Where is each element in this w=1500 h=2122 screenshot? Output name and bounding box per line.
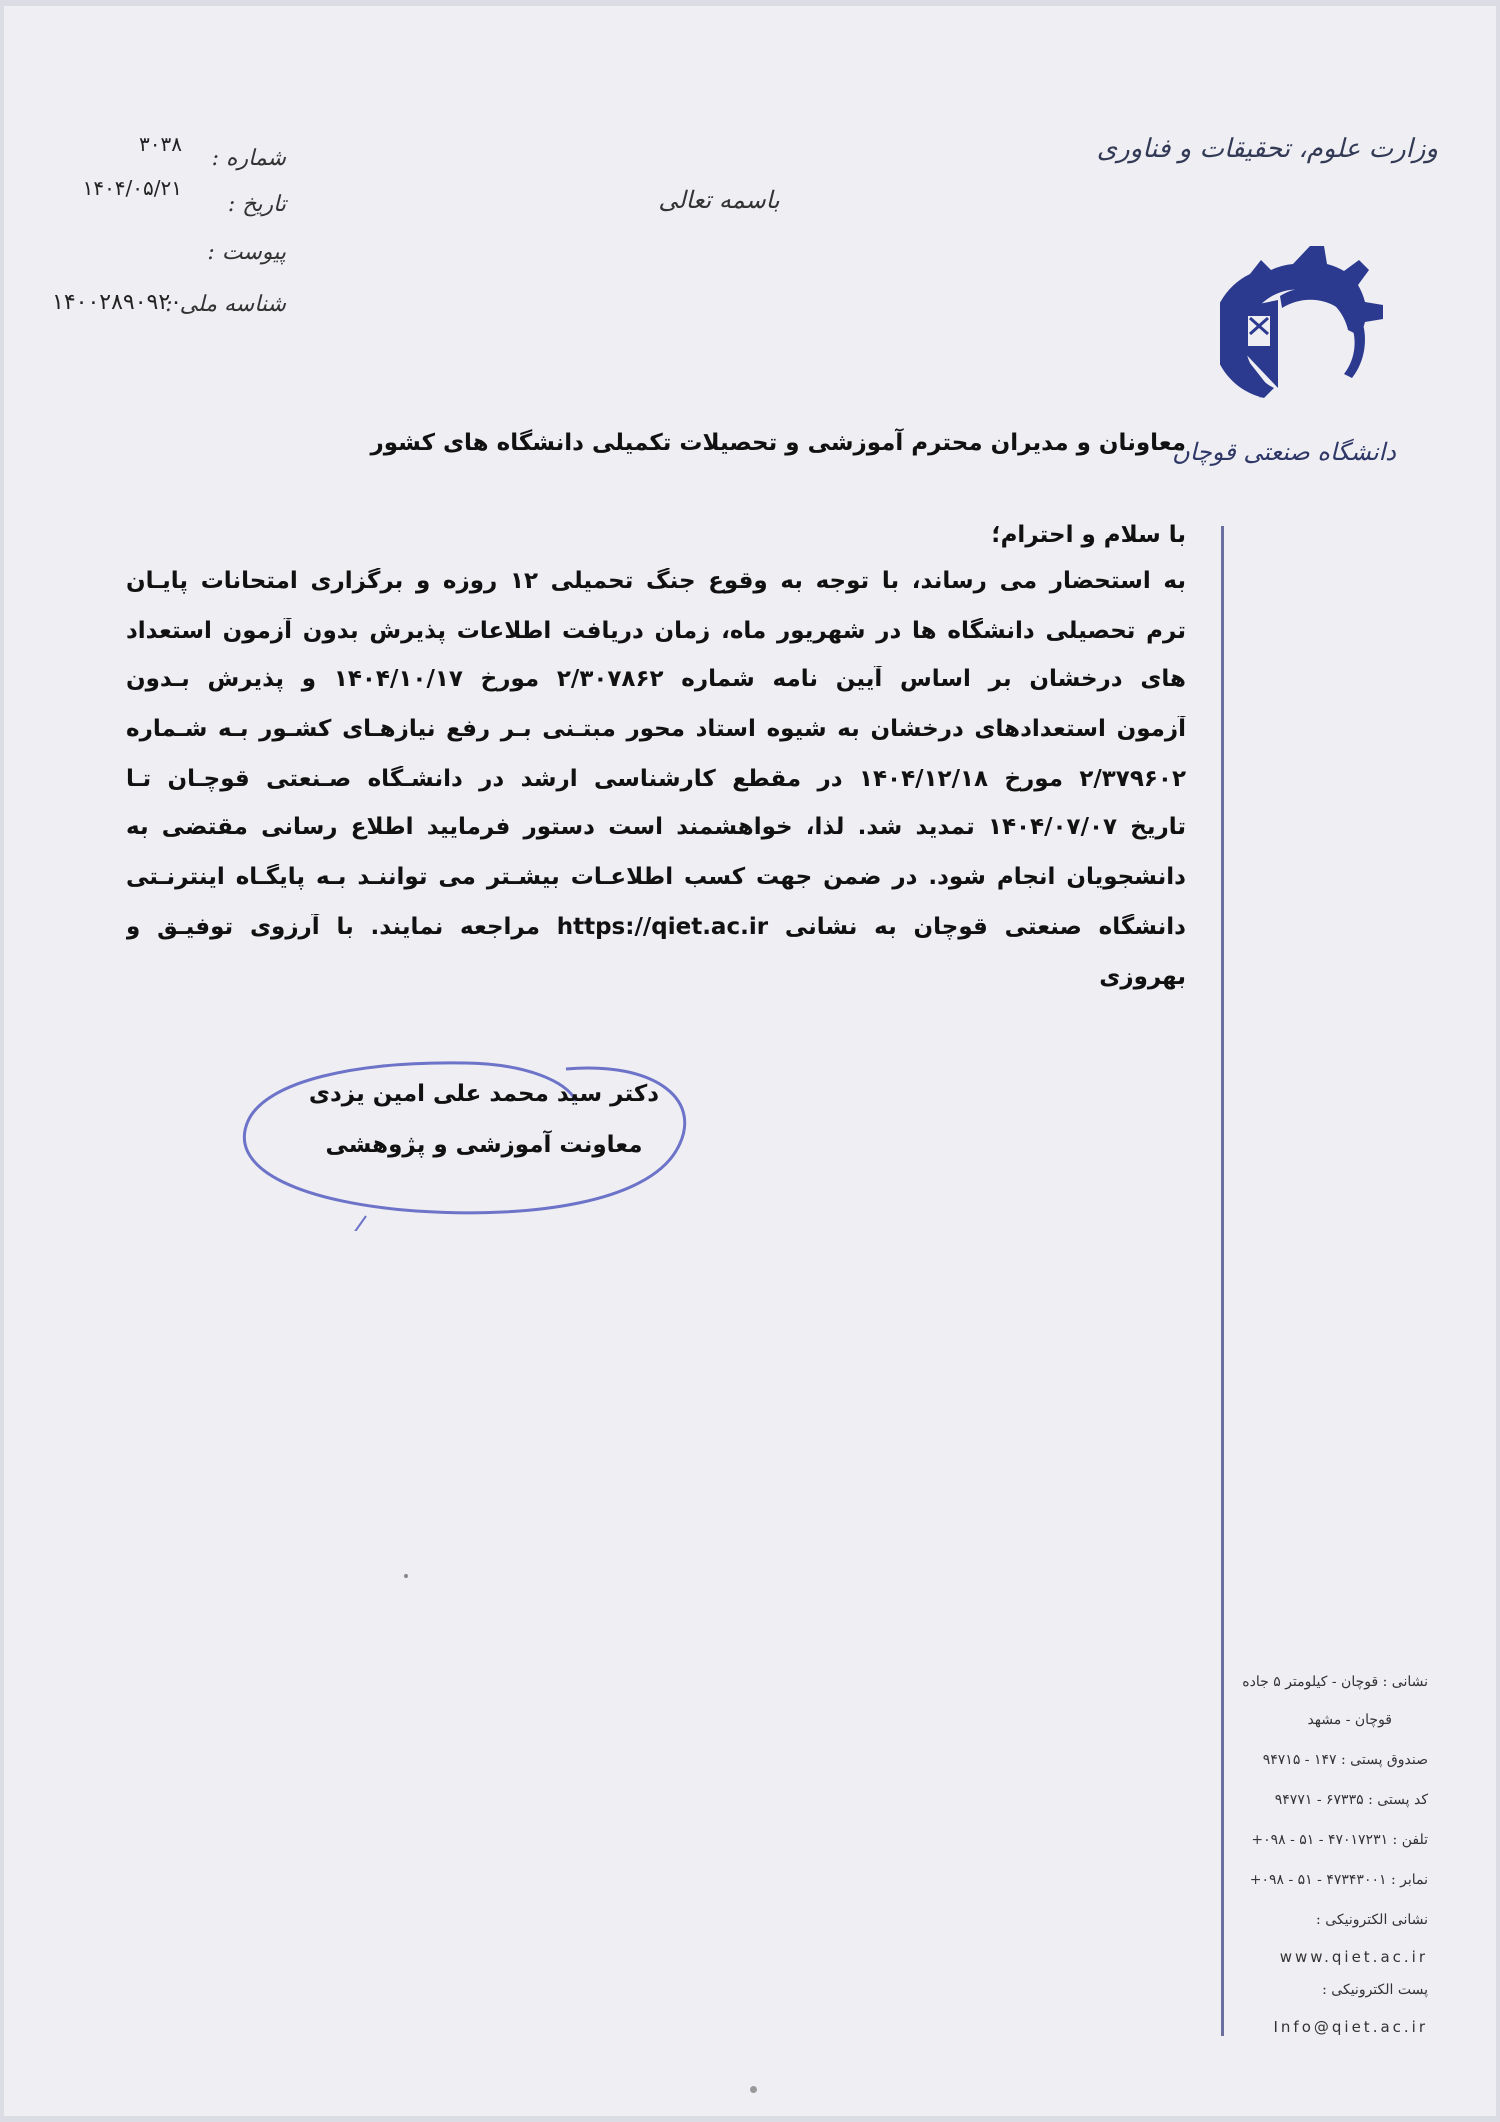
paper-speck xyxy=(750,2086,757,2093)
university-logo-icon xyxy=(1220,238,1400,418)
contact-email-label: پست الکترونیکی : xyxy=(1322,1982,1428,1998)
contact-web-label: نشانی الکترونیکی : xyxy=(1316,1912,1428,1928)
contact-postal-code: کد پستی : ۶۷۳۳۵ - ۹۴۷۷۱ xyxy=(1274,1792,1428,1808)
body-line: دانشگاه صنعتی قوچان به نشانی https://qiet.ac.ir مراجعه نمایند. با آرزوی توفیـق و xyxy=(126,914,1186,940)
body-line: های درخشان بر اساس آیین نامه شماره ۲/۳۰۷۸۶۲ مورخ ۱۴۰۴/۱۰/۱۷ و پذیرش بـدون xyxy=(126,666,1186,692)
body-line: به استحضار می رساند، با توجه به وقوع جنگ تحمیلی ۱۲ روزه و برگزاری امتحانات پایـان xyxy=(126,568,1186,594)
ministry-name: وزارت علوم، تحقیقات و فناوری xyxy=(1096,134,1438,164)
body-line: ترم تحصیلی دانشگاه ها در شهریور ماه، زمان دریافت اطلاعات پذیرش بدون آزمون استعداد xyxy=(126,618,1186,644)
letter-page xyxy=(4,6,1496,2116)
recipient-line: معاونان و مدیران محترم آموزشی و تحصیلات تکمیلی دانشگاه های کشور xyxy=(370,430,1186,456)
signatory-title: معاونت آموزشی و پژوهشی xyxy=(325,1132,643,1158)
attachment-label: پیوست : xyxy=(207,240,286,265)
number-label: شماره : xyxy=(211,146,286,171)
contact-po-box: صندوق پستی : ۱۴۷ - ۹۴۷۱۵ xyxy=(1262,1752,1428,1768)
contact-phone: تلفن : ۴۷۰۱۷۲۳۱ - ۵۱ - ۰۹۸+ xyxy=(1251,1832,1428,1848)
vertical-divider xyxy=(1221,526,1224,2036)
greeting: با سلام و احترام؛ xyxy=(991,522,1186,548)
body-line: آزمون استعدادهای درخشان به شیوه استاد محور مبتـنی بـر رفع نیازهـای کشـور بـه شـماره xyxy=(126,716,1186,742)
number-value: ۳۰۳۸ xyxy=(139,132,182,156)
contact-website: www.qiet.ac.ir xyxy=(1279,1948,1428,1966)
national-id-value: ۱۴۰۰۲۸۹۰۹۲۰ xyxy=(52,290,182,315)
contact-address-1: نشانی : قوچان - کیلومتر ۵ جاده xyxy=(1242,1674,1428,1690)
contact-fax: نمابر : ۴۷۳۴۳۰۰۱ - ۵۱ - ۰۹۸+ xyxy=(1249,1872,1428,1888)
date-label: تاریخ : xyxy=(227,192,286,217)
university-name: دانشگاه صنعتی قوچان xyxy=(1172,438,1396,466)
date-value: ۱۴۰۴/۰۵/۲۱ xyxy=(82,176,182,200)
signatory-name: دکتر سید محمد علی امین یزدی xyxy=(308,1081,660,1107)
paper-speck xyxy=(404,1574,408,1578)
body-line: دانشجویان انجام شود. در ضمن جهت کسب اطلاعـات بیشـتر می تواننـد بـه پایگـاه اینترنـتی xyxy=(126,864,1186,890)
contact-address-2: قوچان - مشهد xyxy=(1307,1712,1392,1728)
bismillah: باسمه تعالی xyxy=(658,186,780,214)
body-line: ۲/۳۷۹۶۰۲ مورخ ۱۴۰۴/۱۲/۱۸ در مقطع کارشناسی ارشد در دانشـگاه صـنعتی قوچـان تـا xyxy=(126,766,1186,792)
contact-email: Info@qiet.ac.ir xyxy=(1273,2018,1428,2036)
body-line: تاریخ ۱۴۰۴/۰۷/۰۷ تمدید شد. لذا، خواهشمند است دستور فرمایید اطلاع رسانی مقتضی به xyxy=(126,814,1186,840)
national-id-label: شناسه ملی : xyxy=(165,292,286,317)
body-closing: بهروزی xyxy=(1099,964,1186,990)
